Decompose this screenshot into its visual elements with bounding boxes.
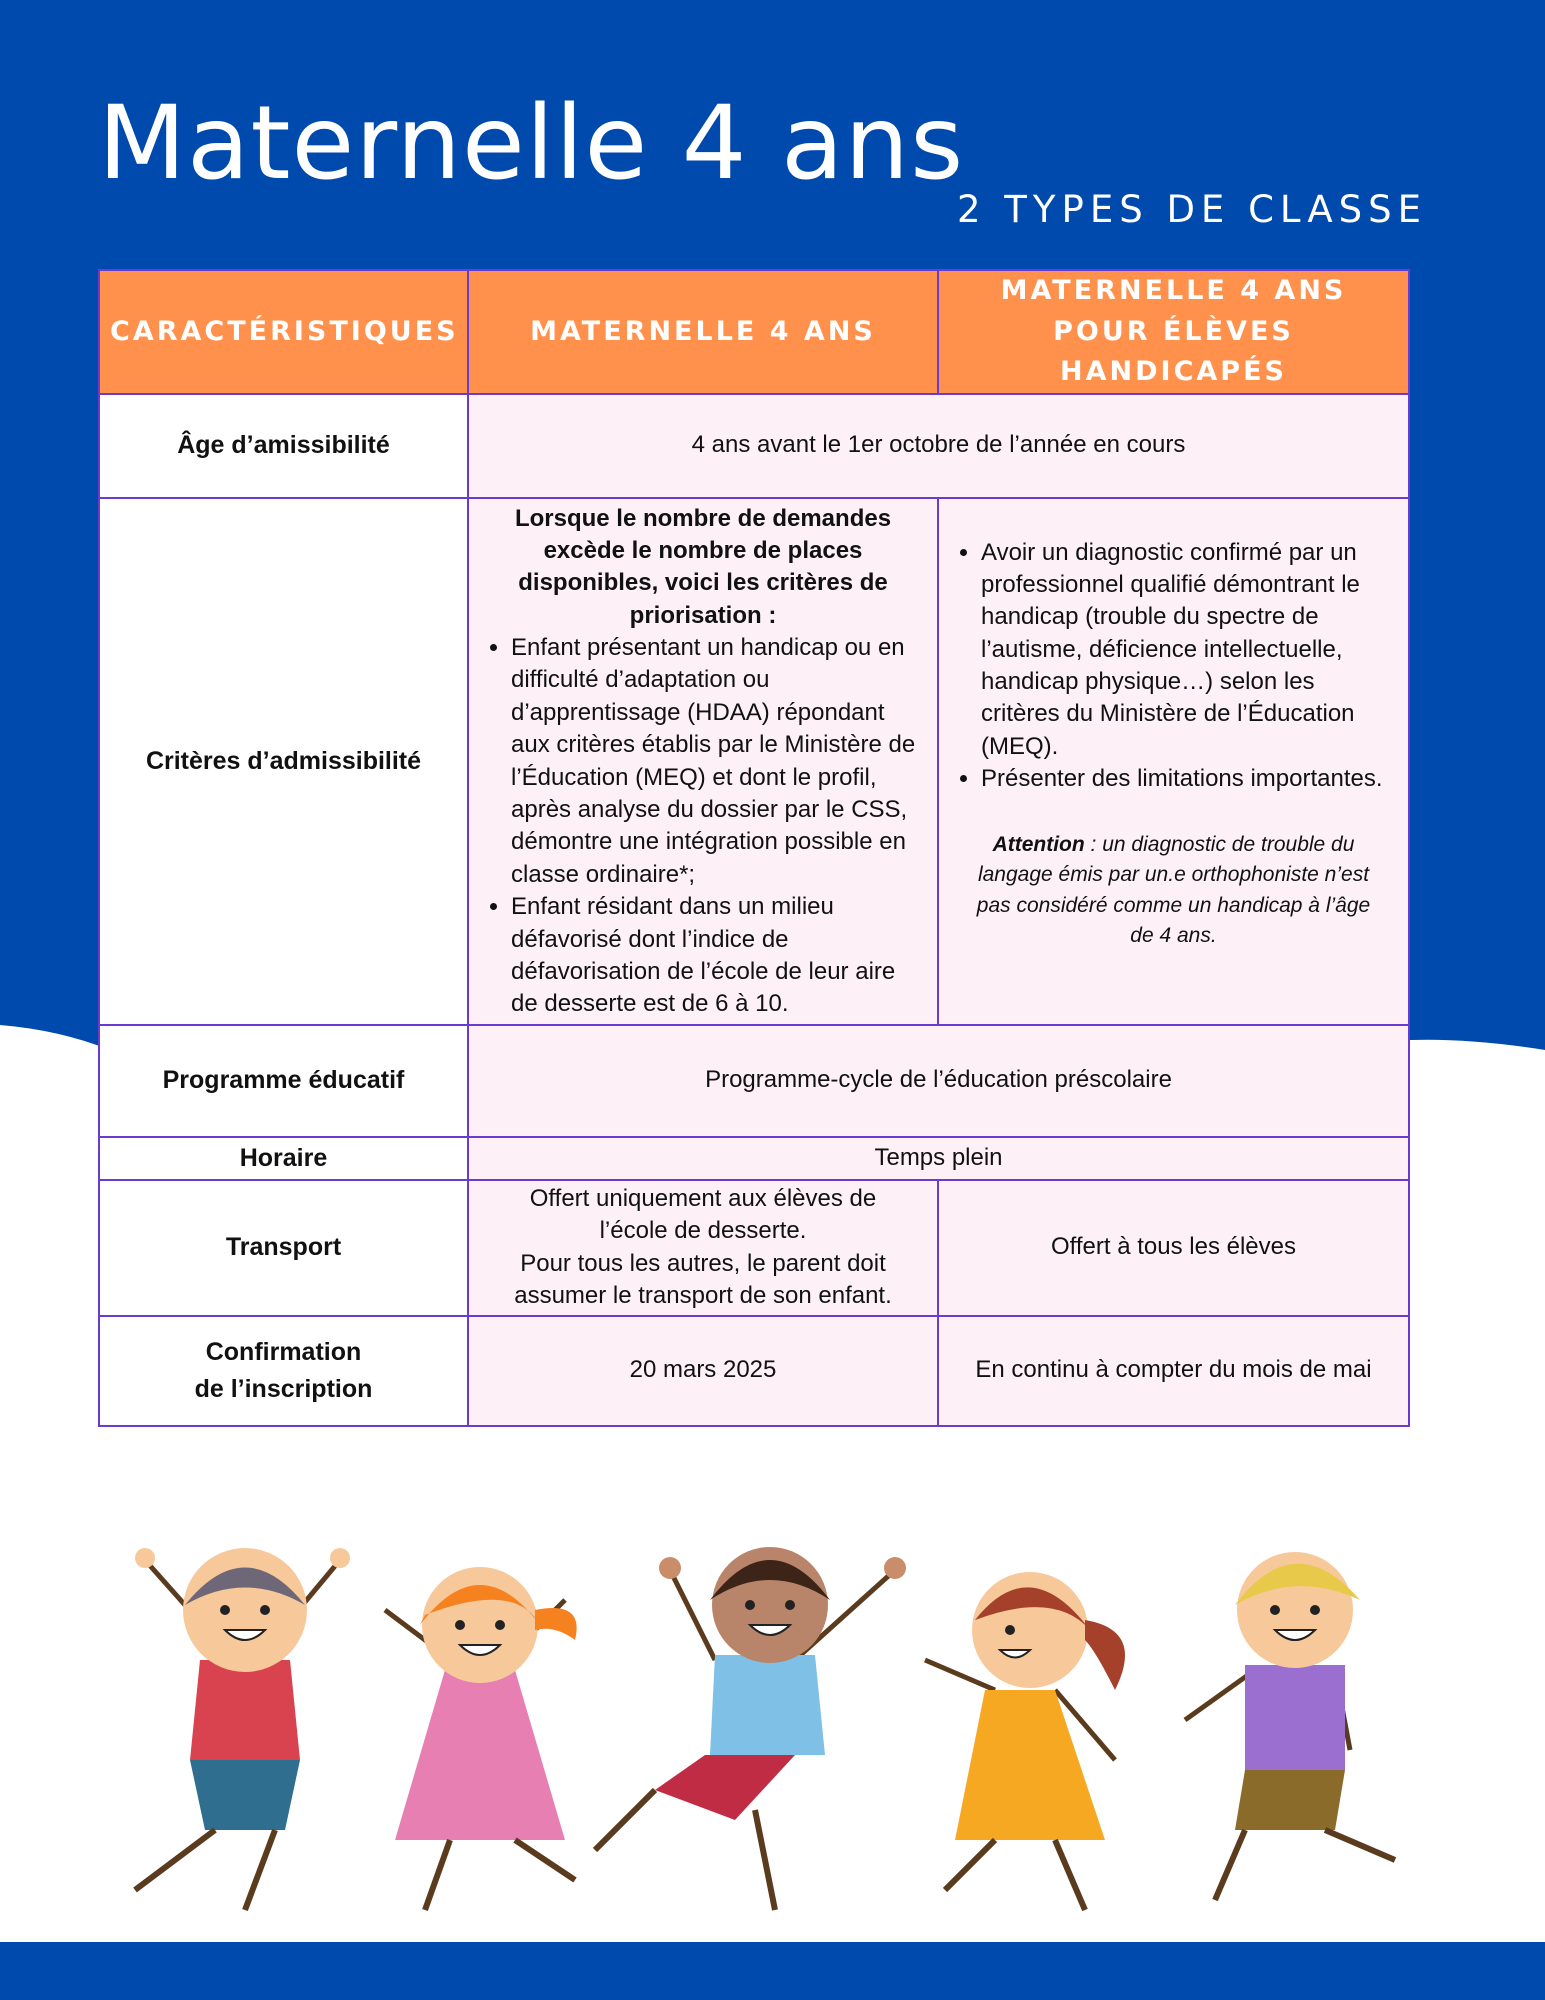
table-row xyxy=(99,1316,1409,1426)
row-label-age: Âge d’amissibilité xyxy=(99,394,468,498)
confirmation-m4-value: 20 mars 2025 xyxy=(468,1316,938,1426)
table-row xyxy=(99,1025,1409,1137)
list-item: • Enfant présentant un handicap ou en difficulté d’adaptation ou d’apprentissage (HDAA) répondant aux critères établis par le Ministère de l’Éducation (MEQ) et dont le profil, après analyse du dossier par le CSS, démontre une intégration possible en classe ordinaire*; xyxy=(511,632,927,891)
attention-label: Attention xyxy=(992,832,1085,856)
confirmation-label-line2: de l’inscription xyxy=(194,1374,373,1403)
characteristics-table xyxy=(98,269,1410,1427)
row-label-confirmation xyxy=(99,1316,468,1426)
criteres-m4-list xyxy=(479,632,927,1021)
confirmation-label-line1: Confirmation xyxy=(205,1338,362,1367)
table-header-row xyxy=(99,270,1409,394)
page-subtitle: 2 TYPES DE CLASSE xyxy=(957,188,1428,231)
child-1-icon xyxy=(135,1548,350,1910)
row-label-transport: Transport xyxy=(99,1180,468,1316)
children-illustration xyxy=(95,1530,1415,1930)
column-header-line2: POUR ÉLÈVES HANDICAPÉS xyxy=(1053,315,1294,387)
table-row xyxy=(99,498,1409,1025)
programme-value: Programme-cycle de l’éducation préscolaire xyxy=(468,1025,1409,1137)
criteres-handi-cell xyxy=(938,498,1409,1025)
criteres-m4-heading: Lorsque le nombre de demandes excède le nombre de places disponibles, voici les critères de priorisation : xyxy=(514,504,892,629)
transport-handi-value: Offert à tous les élèves xyxy=(938,1180,1409,1316)
column-header-maternelle-handicap xyxy=(938,270,1409,394)
table-row xyxy=(99,394,1409,498)
horaire-value: Temps plein xyxy=(468,1137,1409,1180)
transport-m4-line1: Offert uniquement aux élèves de l’école de desserte. xyxy=(529,1184,877,1245)
footer-bar xyxy=(0,1942,1545,2000)
age-value: 4 ans avant le 1er octobre de l’année en cours xyxy=(468,394,1409,498)
page-title: Maternelle 4 ans xyxy=(98,84,965,203)
row-label-criteres: Critères d’admissibilité xyxy=(99,498,468,1025)
table-row xyxy=(99,1180,1409,1316)
confirmation-handi-value: En continu à compter du mois de mai xyxy=(938,1316,1409,1426)
child-5-icon xyxy=(1185,1552,1395,1900)
child-4-icon xyxy=(925,1572,1125,1910)
row-label-programme: Programme éducatif xyxy=(99,1025,468,1137)
list-item: • Enfant résidant dans un milieu défavorisé dont l’indice de défavorisation de l’école de leur aire de desserte est de 6 à 10. xyxy=(511,891,927,1021)
column-header-characteristics: CARACTÉRISTIQUES xyxy=(99,270,468,394)
table-row xyxy=(99,1137,1409,1180)
criteres-handi-list xyxy=(949,537,1398,796)
transport-m4-line2: Pour tous les autres, le parent doit assumer le transport de son enfant. xyxy=(514,1249,892,1309)
row-label-horaire: Horaire xyxy=(99,1137,468,1180)
attention-text: : un diagnostic de trouble du langage émis par un.e orthophoniste n’est pas considéré comme un handicap à l’âge de 4 ans. xyxy=(976,832,1371,947)
transport-m4-cell xyxy=(468,1180,938,1316)
child-2-icon xyxy=(385,1567,577,1910)
list-item: • Avoir un diagnostic confirmé par un professionnel qualifié démontrant le handicap (trouble du spectre de l’autisme, déficience intellectuelle, handicap physique…) selon les critères du Ministère de l’Éducation (MEQ). xyxy=(981,537,1398,764)
column-header-line1: MATERNELLE 4 ANS xyxy=(1000,275,1347,306)
child-3-icon xyxy=(595,1547,906,1910)
criteres-m4-cell xyxy=(468,498,938,1025)
attention-note xyxy=(949,830,1398,952)
list-item: • Présenter des limitations importantes. xyxy=(981,763,1398,795)
column-header-maternelle: MATERNELLE 4 ANS xyxy=(468,270,938,394)
